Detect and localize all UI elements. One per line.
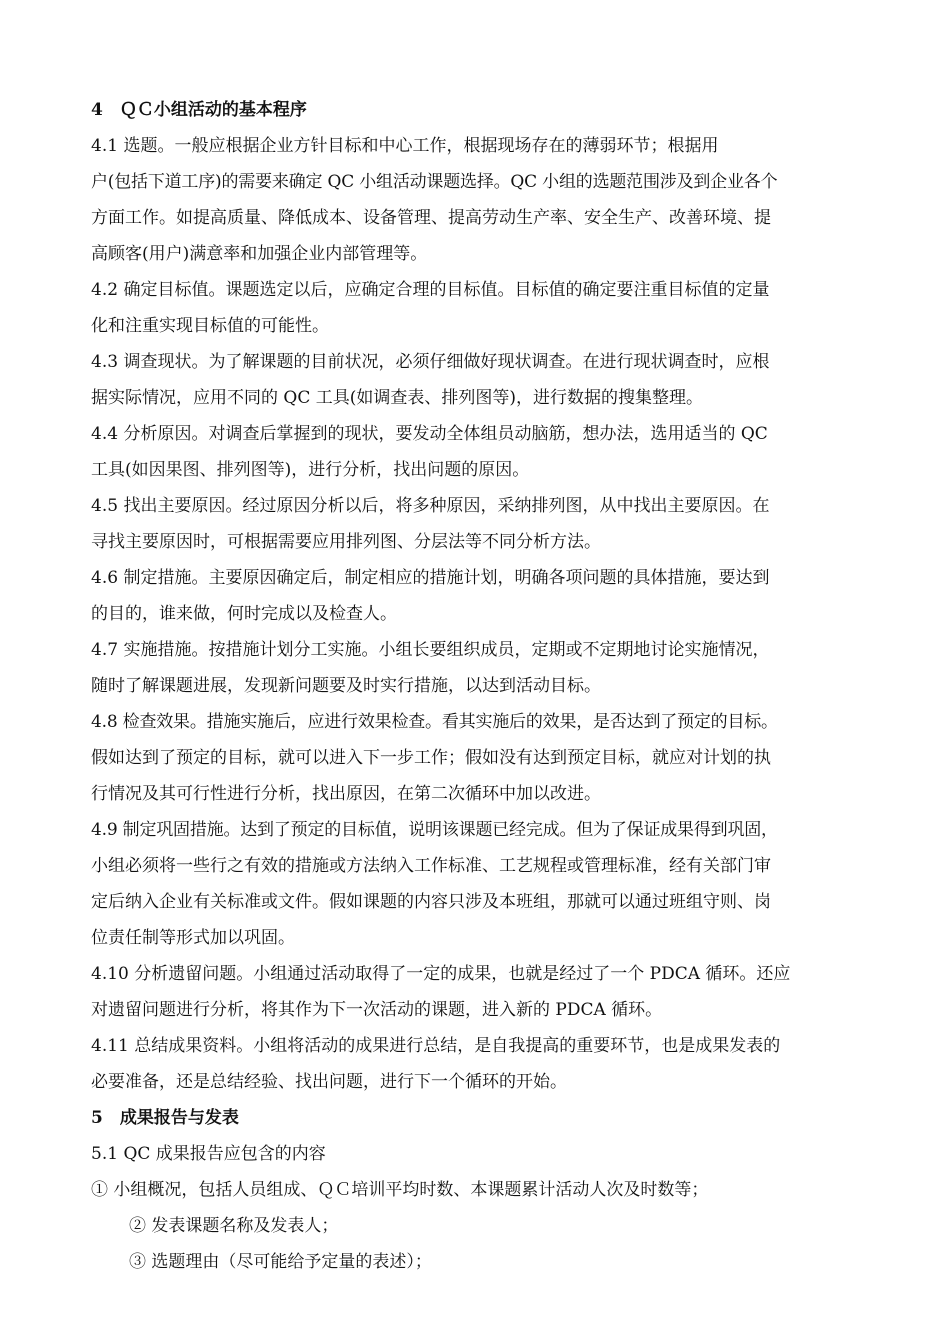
text-line: 4.4 分析原因。对调查后掌握到的现状，要发动全体组员动脑筋，想办法，选用适当的 QC [91, 424, 768, 444]
section-heading-4: 4 ＱＣ小组活动的基本程序 [91, 100, 307, 120]
text-line: 4.1 选题。一般应根据企业方针目标和中心工作，根据现场存在的薄弱环节；根据用 [91, 136, 719, 156]
list-item: ① 小组概况，包括人员组成、ＱＣ培训平均时数、本课题累计活动人次及时数等； [91, 1180, 709, 1200]
section-heading-5: 5 成果报告与发表 [91, 1108, 239, 1128]
text-line: 假如达到了预定的目标，就可以进入下一步工作；假如没有达到预定目标，就应对计划的执 [91, 748, 771, 768]
text-line: 小组必须将一些行之有效的措施或方法纳入工作标准、工艺规程或管理标准，经有关部门审 [91, 856, 771, 876]
list-item: ③ 选题理由（尽可能给予定量的表述）； [129, 1252, 432, 1272]
text-line: 据实际情况，应用不同的 QC 工具(如调查表、排列图等)，进行数据的搜集整理。 [91, 388, 704, 408]
text-line: 4.9 制定巩固措施。达到了预定的目标值，说明该课题已经完成。但为了保证成果得到巩固， [91, 820, 778, 840]
text-line: 户(包括下道工序)的需要来确定 QC 小组活动课题选择。QC 小组的选题范围涉及到企业各个 [91, 172, 778, 192]
text-line: 行情况及其可行性进行分析，找出原因，在第二次循环中加以改进。 [91, 784, 601, 804]
text-line: 4.10 分析遗留问题。小组通过活动取得了一定的成果，也就是经过了一个 PDCA 循环。还应 [91, 964, 791, 984]
text-line: 的目的，谁来做，何时完成以及检查人。 [91, 604, 397, 624]
text-line: 4.8 检查效果。措施实施后，应进行效果检查。看其实施后的效果，是否达到了预定的目标。 [91, 712, 778, 732]
text-line: 化和注重实现目标值的可能性。 [91, 316, 329, 336]
text-line: 位责任制等形式加以巩固。 [91, 928, 295, 948]
text-line: 高顾客(用户)满意率和加强企业内部管理等。 [91, 244, 428, 264]
subsection-heading: 5.1 QC 成果报告应包含的内容 [91, 1144, 326, 1164]
text-line: 工具(如因果图、排列图等)，进行分析，找出问题的原因。 [91, 460, 530, 480]
list-item: ② 发表课题名称及发表人； [129, 1216, 339, 1236]
text-line: 4.5 找出主要原因。经过原因分析以后，将多种原因，采纳排列图，从中找出主要原因。在 [91, 496, 770, 516]
text-line: 4.7 实施措施。按措施计划分工实施。小组长要组织成员，定期或不定期地讨论实施情况， [91, 640, 770, 660]
text-line: 定后纳入企业有关标准或文件。假如课题的内容只涉及本班组，那就可以通过班组守则、岗 [91, 892, 771, 912]
text-line: 4.6 制定措施。主要原因确定后，制定相应的措施计划，明确各项问题的具体措施，要达到 [91, 568, 770, 588]
text-line: 对遗留问题进行分析，将其作为下一次活动的课题，进入新的 PDCA 循环。 [91, 1000, 663, 1020]
text-line: 寻找主要原因时，可根据需要应用排列图、分层法等不同分析方法。 [91, 532, 601, 552]
text-line: 4.3 调查现状。为了解课题的目前状况，必须仔细做好现状调查。在进行现状调查时，应根 [91, 352, 770, 372]
text-line: 4.11 总结成果资料。小组将活动的成果进行总结，是自我提高的重要环节，也是成果发表的 [91, 1036, 781, 1056]
text-line: 必要准备，还是总结经验、找出问题，进行下一个循环的开始。 [91, 1072, 567, 1092]
text-line: 随时了解课题进展，发现新问题要及时实行措施，以达到活动目标。 [91, 676, 601, 696]
text-line: 4.2 确定目标值。课题选定以后，应确定合理的目标值。目标值的确定要注重目标值的定量 [91, 280, 770, 300]
text-line: 方面工作。如提高质量、降低成本、设备管理、提高劳动生产率、安全生产、改善环境、提 [91, 208, 771, 228]
document-page [91, 92, 881, 1280]
